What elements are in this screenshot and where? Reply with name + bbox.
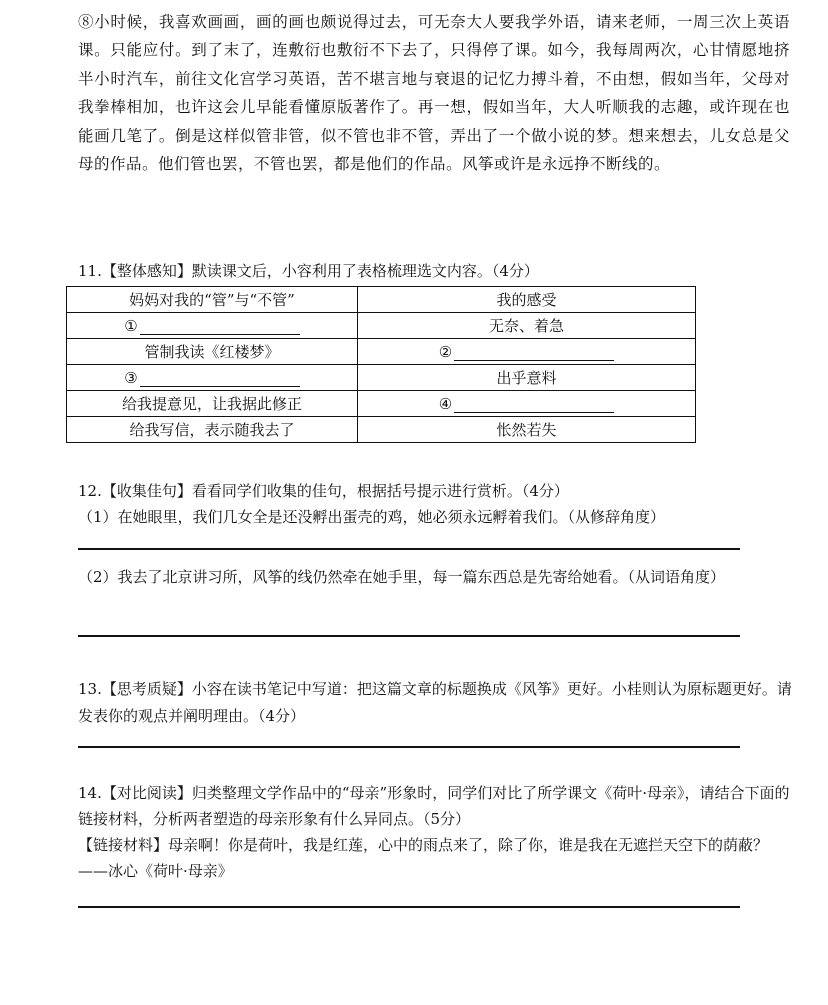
- question-13-prompt: 13.【思考质疑】小容在读书笔记中写道：把这篇文章的标题换成《风筝》更好。小桂则认为原标题更好。请发表你的观点并阐明理由。（4分）: [78, 680, 792, 725]
- table-header-cell: 我的感受: [358, 287, 696, 313]
- table-row: [67, 339, 696, 365]
- answer-blank[interactable]: [454, 343, 614, 361]
- answer-line[interactable]: [78, 906, 740, 908]
- passage-paragraph: ⑧小时候，我喜欢画画，画的画也颇说得过去，可无奈大人要我学外语，请来老师，一周三次上英语课。只能应付。到了末了，连敷衍也敷衍不下去了，只得停了课。如今，我每周两次，心甘情愿地挤半小时汽车，前往文化宫学习英语，苦不堪言地与衰退的记忆力搏斗着，不由想，假如当年，父母对我拳棒相加，也许这会儿早能看懂原版著作了。再一想，假如当年，大人听顺我的志趣，或许现在也能画几笔了。倒是这样似管非管，似不管也非不管，弄出了一个做小说的梦。想来想去，儿女总是父母的作品。他们管也罢，不管也罢，都是他们的作品。风筝或许是永远挣不断线的。: [78, 13, 790, 174]
- table-row: [67, 417, 696, 443]
- question-12-prompt: 12.【收集佳句】看看同学们收集的佳句，根据括号提示进行赏析。（4分）: [78, 482, 569, 500]
- answer-blank[interactable]: [140, 369, 300, 387]
- table-header-cell: 妈妈对我的“管”与“不管”: [67, 287, 358, 313]
- question-14-prompt: 14.【对比阅读】归类整理文学作品中的“母亲”形象时，同学们对比了所学课文《荷叶·母亲》，请结合下面的链接材料，分析两者塑造的母亲形象有什么异同点。（5分）: [78, 784, 790, 828]
- table-row: [67, 313, 696, 339]
- answer-line[interactable]: [78, 635, 740, 637]
- table-cell-blank[interactable]: ④: [358, 391, 696, 417]
- question-12-item-2: （2）我去了北京讲习所，风筝的线仍然牵在她手里，每一篇东西总是先寄给她看。（从词语角度）: [78, 568, 726, 586]
- table-row: [67, 391, 696, 417]
- table-cell-blank[interactable]: ②: [358, 339, 696, 365]
- table-cell: 管制我读《红楼梦》: [67, 339, 358, 365]
- table-cell-blank[interactable]: ①: [67, 313, 358, 339]
- table-cell: 怅然若失: [358, 417, 696, 443]
- table-cell: 给我提意见，让我据此修正: [67, 391, 358, 417]
- table-cell: 给我写信，表示随我去了: [67, 417, 358, 443]
- question-11-table: [66, 286, 696, 443]
- table-cell: 无奈、着急: [358, 313, 696, 339]
- question-11-prompt: 11.【整体感知】默读课文后，小容利用了表格梳理选文内容。（4分）: [78, 262, 539, 280]
- answer-line[interactable]: [78, 746, 740, 748]
- answer-line[interactable]: [78, 548, 740, 550]
- table-cell-blank[interactable]: ③: [67, 365, 358, 391]
- table-header-row: [67, 287, 696, 313]
- question-12-item-1: （1）在她眼里，我们几女全是还没孵出蛋壳的鸡，她必须永远孵着我们。（从修辞角度）: [78, 508, 666, 526]
- question-14-material: 【链接材料】母亲啊！你是荷叶，我是红莲，心中的雨点来了，除了你，谁是我在无遮拦天空下的荫蔽？——冰心《荷叶·母亲》: [78, 836, 769, 880]
- table-row: [67, 365, 696, 391]
- answer-blank[interactable]: [454, 395, 614, 413]
- answer-blank[interactable]: [140, 317, 300, 335]
- table-cell: 出乎意料: [358, 365, 696, 391]
